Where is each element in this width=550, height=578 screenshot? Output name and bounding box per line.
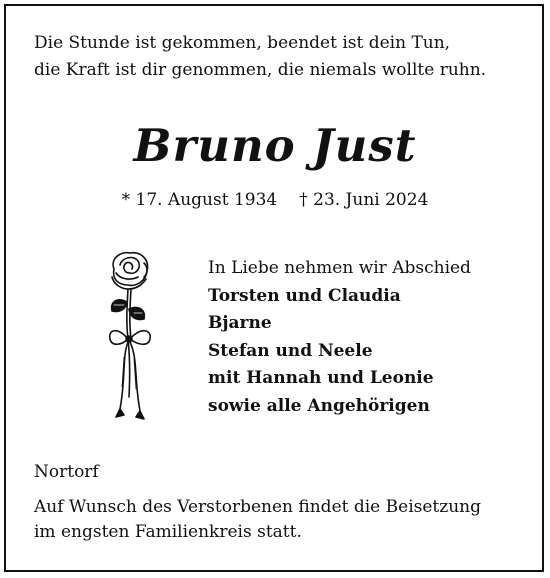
verse [34, 30, 486, 84]
verse-line-2: die Kraft ist dir genommen, die niemals wollte ruhn. [34, 60, 487, 80]
mourner-name: mit Hannah und Leonie [208, 368, 434, 388]
burial-notice [34, 495, 481, 545]
mourners-block [208, 255, 471, 420]
birth-date: * 17. August 1934 [121, 190, 278, 210]
rose-icon [100, 247, 160, 423]
death-date: † 23. Juni 2024 [299, 190, 429, 210]
mourner-name: Bjarne [208, 313, 272, 333]
mourners-intro: In Liebe nehmen wir Abschied [208, 258, 471, 278]
mourner-name: Stefan und Neele [208, 340, 373, 361]
deceased-name: Bruno Just [133, 119, 417, 172]
life-dates [0, 188, 550, 212]
notice-line-2: im engsten Familienkreis statt. [34, 522, 302, 542]
verse-line-1: Die Stunde ist gekommen, beendet ist dein Tun, [34, 33, 451, 53]
mourner-name: sowie alle Angehörigen [208, 395, 430, 416]
place: Nortorf [34, 462, 99, 482]
mourner-name: Torsten und Claudia [208, 285, 401, 306]
notice-line-1: Auf Wunsch des Verstorbenen findet die Beisetzung [34, 497, 481, 517]
